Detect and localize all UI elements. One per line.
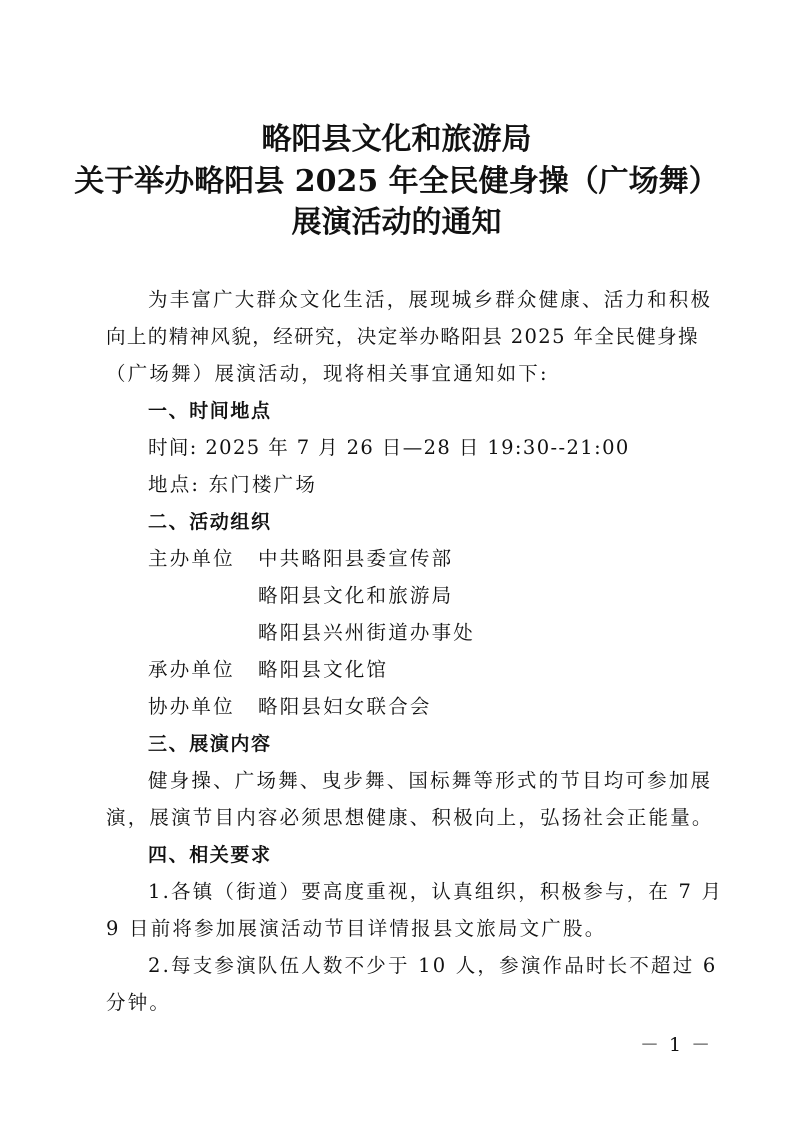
organizer-name: 略阳县文化馆 (258, 658, 389, 681)
title-line-2: 关于举办略阳县 2025 年全民健身操（广场舞） (74, 164, 719, 199)
requirement-1-line-1: 1.各镇（街道）要高度重视，认真组织，积极参与，在 7 月 (148, 880, 724, 903)
host-name-2: 略阳县文化和旅游局 (258, 584, 454, 607)
section-heading-content: 三、展演内容 (148, 733, 272, 755)
co-organizer-label: 协办单位 (148, 695, 235, 718)
event-time: 时间: 2025 年 7 月 26 日—28 日 19:30--21:00 (148, 436, 630, 459)
title-line-3: 展演活动的通知 (291, 205, 502, 240)
requirement-2-line-1: 2.每支参演队伍人数不少于 10 人，参演作品时长不超过 6 (148, 954, 718, 977)
event-place: 地点: 东门楼广场 (148, 473, 318, 496)
intro-line-1: 为丰富广大群众文化生活，展现城乡群众健康、活力和积极 (148, 288, 713, 311)
host-name-1: 中共略阳县委宣传部 (258, 547, 454, 570)
organizer-label: 承办单位 (148, 658, 235, 681)
page-number: － 1 － (640, 1034, 713, 1056)
requirement-2-line-2: 分钟。 (106, 991, 172, 1014)
host-name-3: 略阳县兴州街道办事处 (258, 621, 476, 644)
section-heading-requirements: 四、相关要求 (148, 844, 272, 866)
section-heading-time-place: 一、时间地点 (148, 400, 272, 422)
intro-line-2: 向上的精神风貌，经研究，决定举办略阳县 2025 年全民健身操 (106, 325, 699, 348)
co-organizer-name: 略阳县妇女联合会 (258, 695, 432, 718)
requirement-1-line-2: 9 日前将参加展演活动节目详情报县文旅局文广股。 (106, 917, 607, 940)
intro-line-3: （广场舞）展演活动，现将相关事宜通知如下: (106, 362, 549, 385)
host-label: 主办单位 (148, 547, 235, 570)
content-line-1: 健身操、广场舞、曳步舞、国标舞等形式的节目均可参加展 (148, 769, 713, 792)
content-line-2: 演，展演节目内容必须思想健康、积极向上，弘扬社会正能量。 (106, 806, 714, 829)
section-heading-organization: 二、活动组织 (148, 511, 272, 533)
title-line-1: 略阳县文化和旅游局 (261, 122, 532, 157)
